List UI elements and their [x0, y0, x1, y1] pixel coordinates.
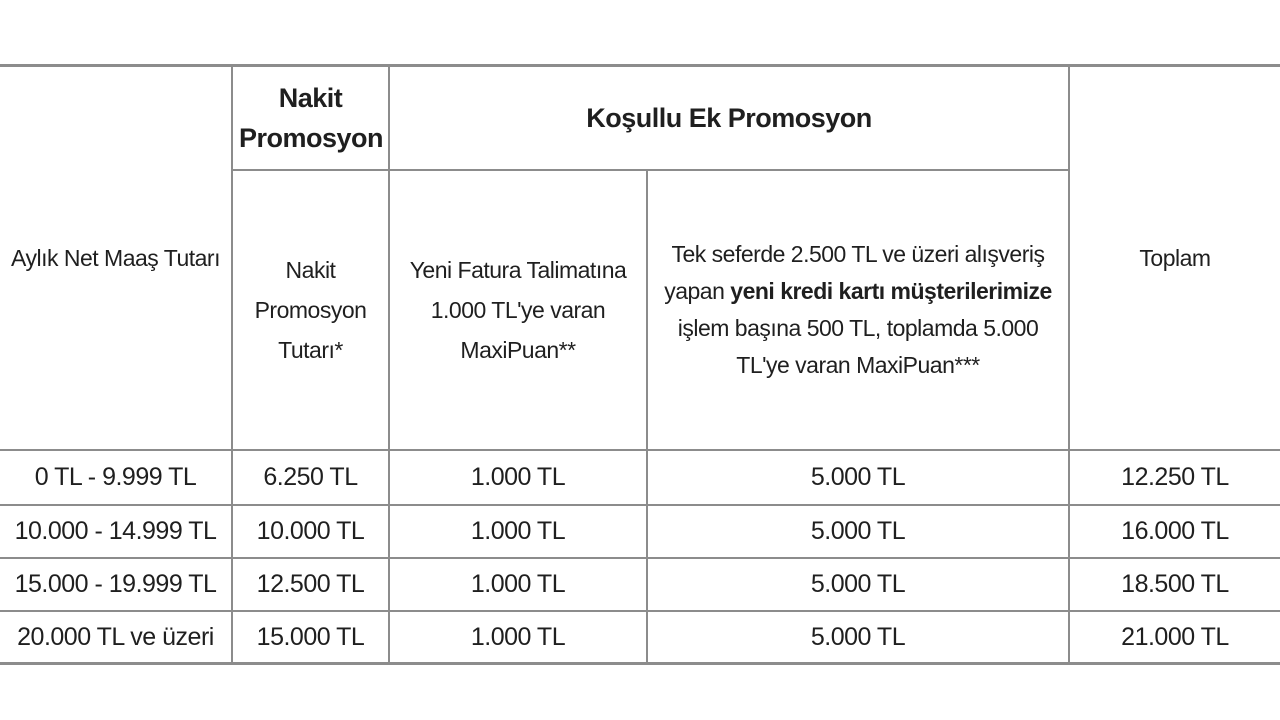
card-cell: 5.000 TL	[647, 505, 1069, 558]
promotion-table	[0, 64, 1280, 665]
cash-promotion-header: Nakit Promosyon	[232, 66, 389, 170]
conditional-promotion-header: Koşullu Ek Promosyon	[389, 66, 1069, 170]
salary-cell: 20.000 TL ve üzeri	[0, 611, 232, 664]
table-row	[0, 611, 1280, 664]
card-cell: 5.000 TL	[647, 450, 1069, 505]
bill-cell: 1.000 TL	[389, 450, 647, 505]
cash-cell: 6.250 TL	[232, 450, 389, 505]
credit-card-header	[647, 170, 1069, 450]
table-row	[0, 505, 1280, 558]
card-cell: 5.000 TL	[647, 558, 1069, 611]
credit-card-header-text: Tek seferde 2.500 TL ve üzeri alışveriş yapan	[664, 240, 1045, 304]
credit-card-header-bold: yeni kredi kartı müşterilerimize	[730, 277, 1052, 304]
salary-header: Aylık Net Maaş Tutarı	[0, 66, 232, 450]
table-row	[0, 558, 1280, 611]
cash-cell: 15.000 TL	[232, 611, 389, 664]
credit-card-header-text-end: işlem başına 500 TL, toplamda 5.000 TL'ye varan MaxiPuan***	[677, 314, 1039, 378]
total-cell: 12.250 TL	[1069, 450, 1280, 505]
total-cell: 21.000 TL	[1069, 611, 1280, 664]
header-row-group	[0, 66, 1280, 170]
salary-cell: 10.000 - 14.999 TL	[0, 505, 232, 558]
total-cell: 18.500 TL	[1069, 558, 1280, 611]
total-header: Toplam	[1069, 66, 1280, 450]
salary-cell: 15.000 - 19.999 TL	[0, 558, 232, 611]
bill-payment-header: Yeni Fatura Talimatına 1.000 TL'ye varan MaxiPuan**	[389, 170, 647, 450]
bill-cell: 1.000 TL	[389, 505, 647, 558]
table-row	[0, 450, 1280, 505]
cash-cell: 10.000 TL	[232, 505, 389, 558]
bill-cell: 1.000 TL	[389, 611, 647, 664]
card-cell: 5.000 TL	[647, 611, 1069, 664]
cash-amount-header: Nakit Promosyon Tutarı*	[232, 170, 389, 450]
bill-cell: 1.000 TL	[389, 558, 647, 611]
cash-cell: 12.500 TL	[232, 558, 389, 611]
salary-cell: 0 TL - 9.999 TL	[0, 450, 232, 505]
total-cell: 16.000 TL	[1069, 505, 1280, 558]
